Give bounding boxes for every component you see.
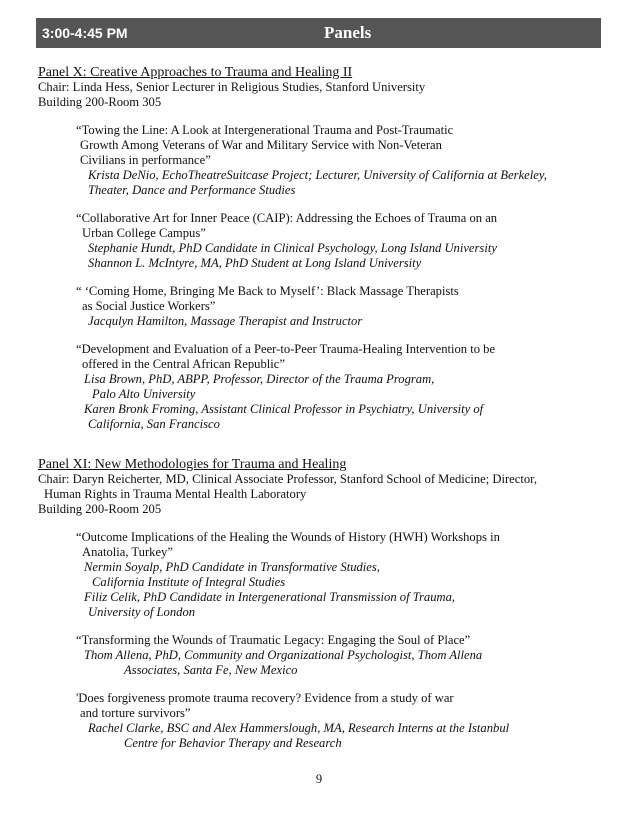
panel-xi-talk1-author-line1: Nermin Soyalp, PhD Candidate in Transformative Studies, xyxy=(84,560,380,574)
panel-x-talk2-author-line1: Stephanie Hundt, PhD Candidate in Clinical Psychology, Long Island University xyxy=(88,241,497,255)
panel-xi-talk1-title-line1: “Outcome Implications of the Healing the Wounds of History (HWH) Workshops in xyxy=(76,530,500,544)
panel-x-talk1-author-line2: Theater, Dance and Performance Studies xyxy=(88,183,296,197)
panel-x-talk4-author-line1: Lisa Brown, PhD, ABPP, Professor, Director of the Trauma Program, xyxy=(84,372,435,386)
session-time: 3:00-4:45 PM xyxy=(42,25,128,41)
panel-xi-talk2-author-line2: Associates, Santa Fe, New Mexico xyxy=(124,663,298,677)
panel-xi-talk3-author-line2: Centre for Behavior Therapy and Research xyxy=(124,736,342,750)
panel-xi-talk3-title-line1: 'Does forgiveness promote trauma recovery? Evidence from a study of war xyxy=(76,691,454,705)
panel-x-chair: Chair: Linda Hess, Senior Lecturer in Religious Studies, Stanford University xyxy=(38,80,426,94)
panel-xi-title: Panel XI: New Methodologies for Trauma and Healing xyxy=(38,457,347,472)
panel-x-talk1-author-line1: Krista DeNio, EchoTheatreSuitcase Project; Lecturer, University of California at Berkeley, xyxy=(88,168,547,182)
panel-x-talk1-title-line2: Growth Among Veterans of War and Military Service with Non-Veteran xyxy=(80,138,442,152)
panel-x-talk1-title-line1: “Towing the Line: A Look at Intergenerational Trauma and Post-Traumatic xyxy=(76,123,454,137)
panel-x-room: Building 200-Room 305 xyxy=(38,95,162,109)
panel-xi-talk2-title-line1: “Transforming the Wounds of Traumatic Legacy: Engaging the Soul of Place” xyxy=(76,633,471,647)
panel-x-talk4-title-line1: “Development and Evaluation of a Peer-to-Peer Trauma-Healing Intervention to be xyxy=(76,342,496,356)
panel-xi-talk1-title-line2: Anatolia, Turkey” xyxy=(82,545,173,559)
panel-x-talk2-title-line2: Urban College Campus” xyxy=(82,226,206,240)
page-number: 9 xyxy=(315,772,323,786)
panel-x-talk4-author-line4: California, San Francisco xyxy=(88,417,220,431)
panel-x-talk3-title-line1: “ ‘Coming Home, Bringing Me Back to Myself’: Black Massage Therapists xyxy=(76,284,459,298)
panel-x-talk3-title-line2: as Social Justice Workers” xyxy=(82,299,216,313)
panel-x-talk1-title-line3: Civilians in performance” xyxy=(80,153,211,167)
panel-xi-talk2-author-line1: Thom Allena, PhD, Community and Organizational Psychologist, Thom Allena xyxy=(84,648,483,662)
panel-x-title: Panel X: Creative Approaches to Trauma and Healing II xyxy=(38,65,353,80)
session-header-bar xyxy=(36,18,601,48)
panel-x-talk4-title-line2: offered in the Central African Republic” xyxy=(82,357,285,371)
session-title: Panels xyxy=(324,23,372,42)
panel-xi-talk1-author-line2: California Institute of Integral Studies xyxy=(92,575,286,589)
panel-xi-room: Building 200-Room 205 xyxy=(38,502,162,516)
panel-xi-talk1-author-line4: University of London xyxy=(88,605,196,619)
panel-xi-talk3-author-line1: Rachel Clarke, BSC and Alex Hammerslough, MA, Research Interns at the Istanbul xyxy=(88,721,510,735)
panel-x-talk4-author-line2: Palo Alto University xyxy=(92,387,196,401)
panel-xi-talk1-author-line3: Filiz Celik, PhD Candidate in Intergenerational Transmission of Trauma, xyxy=(84,590,456,604)
panel-x-talk2-title-line1: “Collaborative Art for Inner Peace (CAIP): Addressing the Echoes of Trauma on an xyxy=(76,211,498,225)
panel-xi-chair-line1: Chair: Daryn Reicherter, MD, Clinical Associate Professor, Stanford School of Medicine; Director, xyxy=(38,472,537,486)
panel-x-talk4-author-line3: Karen Bronk Froming, Assistant Clinical Professor in Psychiatry, University of xyxy=(84,402,484,416)
panel-x-talk3-author-line1: Jacqulyn Hamilton, Massage Therapist and Instructor xyxy=(88,314,363,328)
panel-x-talk2-author-line2: Shannon L. McIntyre, MA, PhD Student at Long Island University xyxy=(88,256,422,270)
panel-xi-chair-line2: Human Rights in Trauma Mental Health Laboratory xyxy=(44,487,307,501)
panel-xi-talk3-title-line2: and torture survivors” xyxy=(80,706,191,720)
